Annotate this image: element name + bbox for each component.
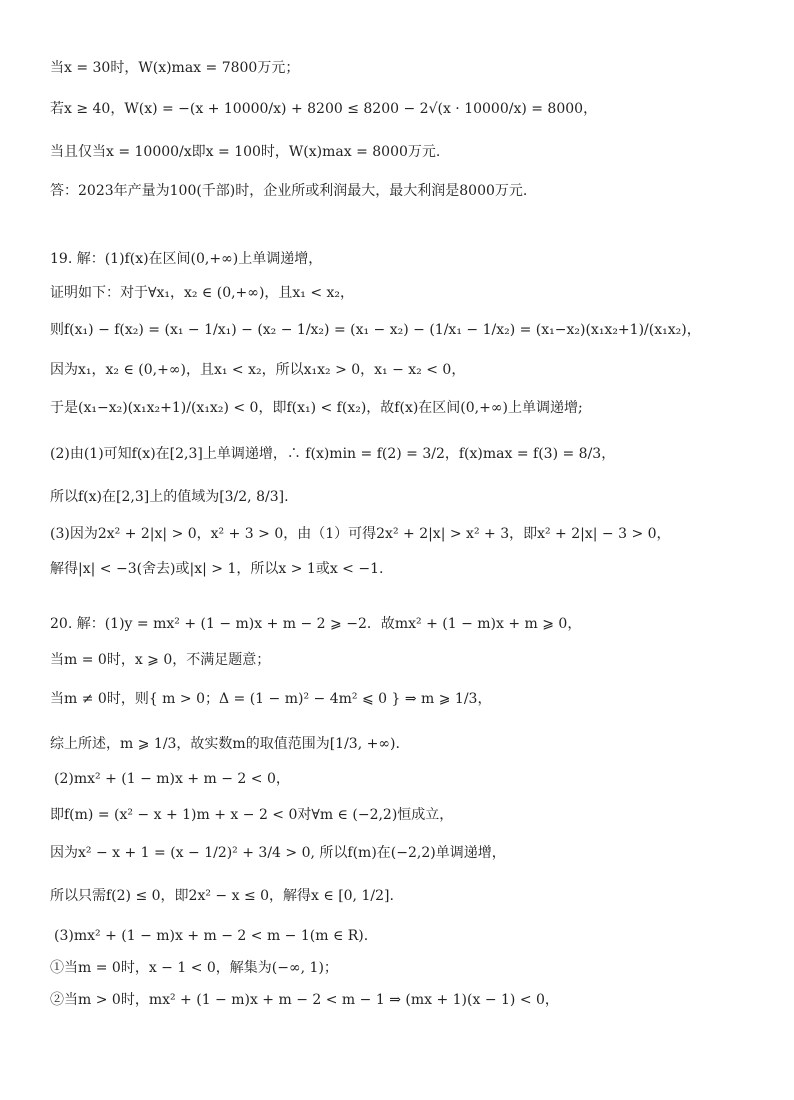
s20-line-5: (2)mx² + (1 − m)x + m − 2 < 0， xyxy=(54,771,290,787)
s19-line-9: 解得|x| < −3(舍去)或|x| > 1，所以x > 1或x < −1. xyxy=(50,561,384,577)
s18-line-3: 当且仅当x = 10000/x即x = 100时，W(x)max = 8000万元. xyxy=(50,144,441,160)
s19-line-8: (3)因为2x² + 2|x| > 0，x² + 3 > 0，由（1）可得2x² + 2|x| > x² + 3，即x² + 2|x| − 3 > 0， xyxy=(50,526,671,542)
s20-line-6: 即f(m) = (x² − x + 1)m + x − 2 < 0对∀m ∈ (−2,2)恒成立， xyxy=(50,807,454,823)
s19-line-3: 则f(x₁) − f(x₂) = (x₁ − 1/x₁) − (x₂ − 1/x₂) = (x₁ − x₂) − (1/x₁ − 1/x₂) = (x₁−x₂)(x₁x₂+1)/(x₁x₂)， xyxy=(50,322,701,338)
s20-line-7: 因为x² − x + 1 = (x − 1/2)² + 3/4 > 0, 所以f(m)在(−2,2)单调递增， xyxy=(50,845,506,861)
s19-line-2: 证明如下：对于∀x₁，x₂ ∈ (0,+∞)，且x₁ < x₂， xyxy=(50,285,355,301)
s20-line-4: 综上所述，m ⩾ 1/3，故实数m的取值范围为[1/3, +∞). xyxy=(50,736,400,752)
s20-line-11: ②当m > 0时，mx² + (1 − m)x + m − 2 < m − 1 ⇒ (mx + 1)(x − 1) < 0， xyxy=(50,992,559,1008)
s19-line-7: 所以f(x)在[2,3]上的值域为[3/2, 8/3]. xyxy=(50,489,289,505)
s20-line-1: 20. 解：(1)y = mx² + (1 − m)x + m − 2 ⩾ −2．故mx² + (1 − m)x + m ⩾ 0， xyxy=(50,616,582,632)
s20-line-9: (3)mx² + (1 − m)x + m − 2 < m − 1(m ∈ R). xyxy=(54,928,369,944)
s20-line-8: 所以只需f(2) ≤ 0，即2x² − x ≤ 0，解得x ∈ [0, 1/2]. xyxy=(50,888,394,904)
s18-answer: 答：2023年产量为100(千部)时，企业所或利润最大，最大利润是8000万元. xyxy=(50,183,528,199)
s18-line-1: 当x = 30时，W(x)max = 7800万元； xyxy=(50,60,300,76)
s18-line-2: 若x ≥ 40，W(x) = −(x + 10000/x) + 8200 ≤ 8200 − 2√(x · 10000/x) = 8000， xyxy=(50,101,598,117)
s19-line-6: (2)由(1)可知f(x)在[2,3]上单调递增，∴ f(x)min = f(2) = 3/2，f(x)max = f(3) = 8/3， xyxy=(50,446,616,462)
s20-line-10: ①当m = 0时，x − 1 < 0，解集为(−∞, 1)； xyxy=(50,960,338,976)
s20-line-3: 当m ≠ 0时，则{ m > 0；Δ = (1 − m)² − 4m² ⩽ 0 } ⇒ m ⩾ 1/3， xyxy=(50,691,492,707)
s19-line-5: 于是(x₁−x₂)(x₁x₂+1)/(x₁x₂) < 0，即f(x₁) < f(x₂)，故f(x)在区间(0,+∞)上单调递增; xyxy=(50,400,583,416)
s19-line-4: 因为x₁，x₂ ∈ (0,+∞)，且x₁ < x₂，所以x₁x₂ > 0，x₁ − x₂ < 0， xyxy=(50,362,466,378)
s19-line-1: 19. 解：(1)f(x)在区间(0,+∞)上单调递增， xyxy=(50,251,323,267)
s20-line-2: 当m = 0时，x ⩾ 0，不满足题意； xyxy=(50,652,271,668)
